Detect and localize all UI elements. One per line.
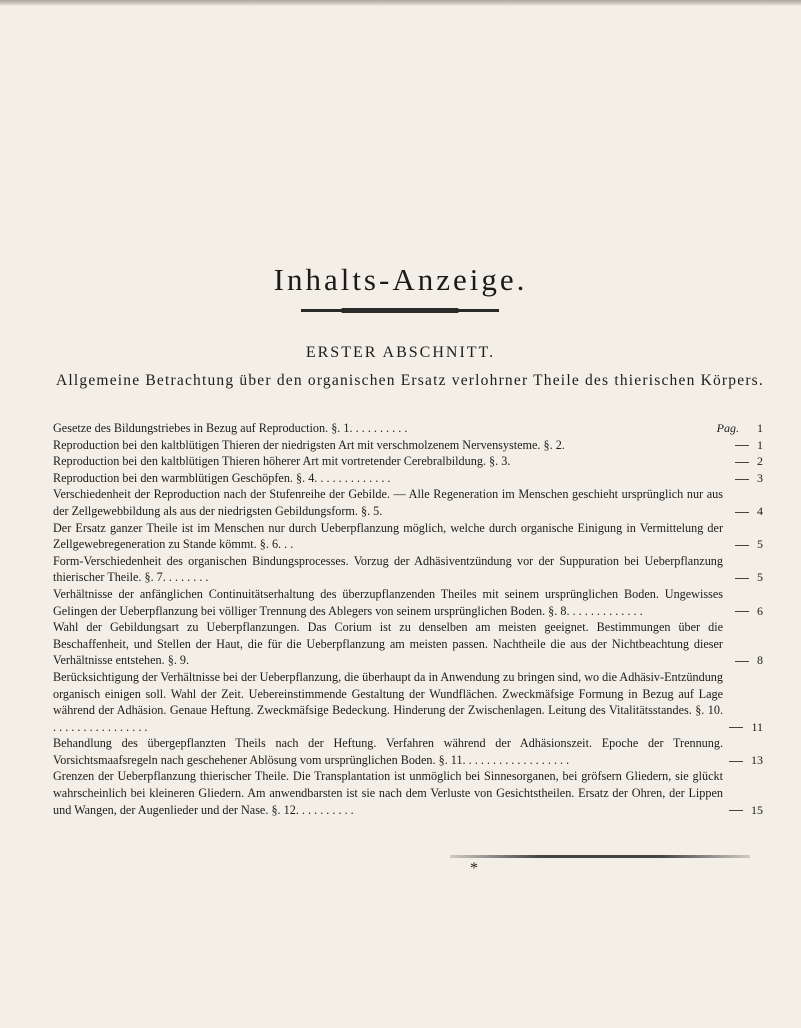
toc-entry-text: Reproduction bei den kaltblütigen Thieren der niedrigsten Art mit verschmolzenem Nervensysteme. §. 2. — [53, 437, 565, 452]
signature-mark: * — [470, 860, 478, 877]
toc-entry-text: Reproduction bei den warmblütigen Geschöpfen. §. 4. . . . . . . . . . . . . — [53, 470, 391, 485]
toc-entry-page-number: 11 — [751, 719, 763, 734]
toc-entry-page-number: 2 — [757, 454, 763, 469]
toc-entry-text: Reproduction bei den kaltblütigen Thieren höherer Art mit vortretender Cerebralbildung. §. 3. — [53, 454, 511, 469]
toc-entry-text: Behandlung des übergepflanzten Theils nach der Heftung. Verfahren während der Adhäsionszeit. Epoche der Trennung. Vorsichtsmaafsregeln nach geschehener Ablösung vom ursprünglichen Boden. §. 11. . . . . . . . . . . . . . . . . . — [53, 736, 723, 767]
toc-entry-page — [723, 569, 763, 586]
toc-entry — [53, 520, 763, 553]
toc-entry-page — [723, 536, 763, 553]
toc-entry — [53, 768, 763, 818]
toc-entry-page-number: 13 — [751, 752, 763, 767]
toc-entry-text: Verhältnisse der anfänglichen Continuitätserhaltung des überzupflanzenden Theiles mit seinem ursprünglichen Boden. Ungewisses Gelingen der Ueberpflanzung bei völliger Trennung des Ablegers von seinem ursprünglichen Boden. §. 8. . . . . . . . . . . . . — [53, 586, 723, 618]
bottom-decorative-rule — [450, 855, 750, 858]
toc-entry — [53, 619, 763, 669]
dash-mark — [735, 445, 749, 446]
section-heading: ERSTER ABSCHNITT. — [305, 344, 496, 361]
dash-mark — [729, 810, 743, 811]
dash-mark — [729, 761, 743, 762]
dash-mark — [729, 727, 743, 728]
toc-entry — [53, 453, 763, 470]
toc-entry-text: Wahl der Gebildungsart zu Ueberpflanzungen. Das Corium ist zu denselben am meisten geeignet. Bestimmungen über die Beschaffenheit, und Stellen der Haut, die für die Ueberpflanzung am meisten passen. Nachtheile die aus der Nichtbeachtung dieser Verhältnisse entstehen. §. 9. — [53, 620, 723, 668]
toc-entry-page-number: 5 — [757, 537, 763, 552]
toc-entry-page — [723, 719, 763, 736]
scan-edge — [0, 0, 801, 6]
toc-entry-page-number: 4 — [757, 503, 763, 518]
page-column-label: Pag. — [716, 421, 739, 435]
dash-mark — [735, 611, 749, 612]
toc-entry — [53, 669, 763, 735]
dash-mark — [735, 545, 749, 546]
toc-entry-text: Verschiedenheit der Reproduction nach der Stufenreihe der Gebilde. — Alle Regeneration im Menschen geschieht ursprünglich nur aus der Zellgewebbildung als aus der niedrigsten Gebildungsform. §. 5. — [53, 487, 723, 518]
toc-entry-page — [723, 652, 763, 669]
dash-mark — [735, 462, 749, 463]
dash-mark — [735, 479, 749, 480]
toc-entry — [53, 437, 763, 454]
toc-entry-page: 1 — [757, 421, 763, 435]
toc-entry-page — [723, 470, 763, 487]
toc-entry-text: Berücksichtigung der Verhältnisse bei der Ueberpflanzung, die überhaupt da in Anwendung zu bringen sind, wo die Adhäsiv-Entzündung organisch einigen soll. Wahl der Zeit. Uebereinstimmende Gestaltung der Wundflächen. Zweckmäfsige Formung in Bezug auf Lage während der Adhäsion. Genaue Heftung. Zweckmäfsige Bedeckung. Hinderung der Zwischenlagen. Leitung des Vitalitätsstandes. §. 10. . . . . . . . . . . . . . . . . — [53, 669, 723, 734]
toc-entry-text: Grenzen der Ueberpflanzung thierischer Theile. Die Transplantation ist unmöglich bei Sinnesorganen, bei gröfsern Gliedern, sie glückt wahrscheinlich bei kleineren Gliedern. Am anwendbarsten ist sie nach dem Verluste von Gesichtstheilen. Ersatz der Ohren, der Lippen und Wangen, der Augenlieder und der Nase. §. 12. . . . . . . . . . — [53, 769, 723, 817]
toc-entry-page-number: 3 — [757, 470, 763, 485]
dash-mark — [735, 578, 749, 579]
page-title: Inhalts-Anzeige. — [273, 262, 528, 297]
toc-entry-text: Gesetze des Bildungstriebes in Bezug auf Reproduction. §. 1. . . . . . . . . . — [53, 421, 408, 435]
toc-entry-page — [723, 437, 763, 454]
toc-entry-page — [723, 453, 763, 470]
toc-entry-page-number: 5 — [757, 570, 763, 585]
toc-entry-page — [723, 503, 763, 520]
toc-entry-page — [723, 603, 763, 620]
toc-entry-page-number: 6 — [757, 603, 763, 618]
toc-entry-page-number: 8 — [757, 653, 763, 668]
toc-entry — [53, 486, 763, 519]
table-of-contents — [53, 420, 763, 818]
dash-mark — [735, 661, 749, 662]
toc-entry-text: Der Ersatz ganzer Theile ist im Menschen nur durch Ueberpflanzung möglich, welche durch organische Einigung in Vermittelung der Zellgewebregeneration zu Stande kömmt. §. 6. . . — [53, 520, 723, 552]
toc-entry — [53, 420, 763, 437]
toc-entry — [53, 735, 763, 768]
toc-entry-page-number: 1 — [757, 437, 763, 452]
section-subtitle: Allgemeine Betrachtung über den organischen Ersatz verlohrner Theile des thierischen Körpers. — [56, 372, 764, 389]
dash-mark — [735, 512, 749, 513]
toc-entry — [53, 553, 763, 586]
toc-entry-text: Form-Verschiedenheit des organischen Bindungsprocesses. Vorzug der Adhäsiventzündung vor der Suppuration bei Ueberpflanzung thierischer Theile. §. 7. . . . . . . . — [53, 553, 723, 585]
decorative-rule — [301, 309, 499, 312]
toc-entry — [53, 586, 763, 619]
toc-entry-page-number: 15 — [751, 802, 763, 817]
toc-entry-page — [723, 802, 763, 819]
toc-entry-page — [723, 752, 763, 769]
toc-entry — [53, 470, 763, 487]
